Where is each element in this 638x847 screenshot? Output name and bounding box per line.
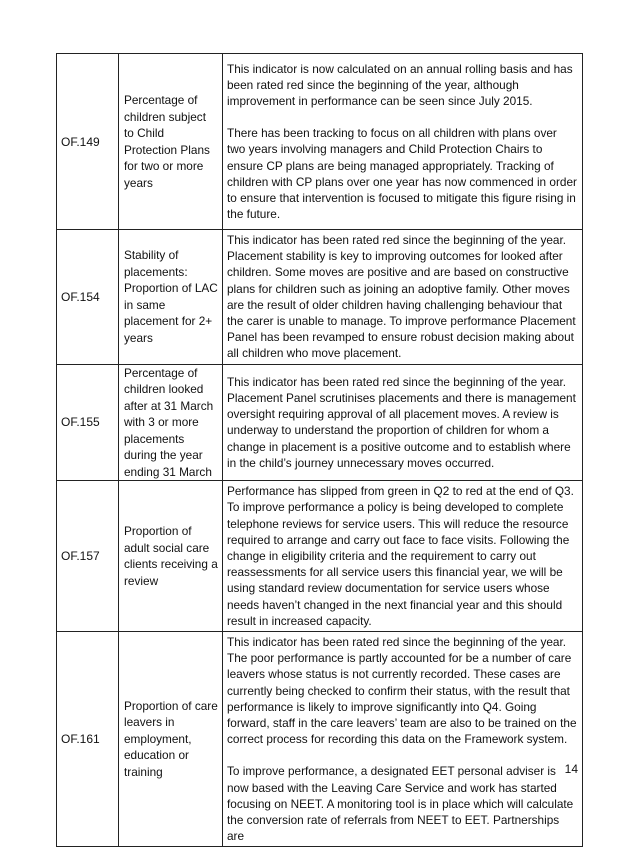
table-row — [57, 364, 583, 481]
commentary-cell — [223, 631, 583, 846]
commentary-paragraph: This indicator has been rated red since the beginning of the year. Placement Panel scrutinises placements and there is management oversight requiring approval of all placement moves. A review is underway to understand the proportion of children for whom a change in placement is a positive outcome and to establish where in the child’s journey unnecessary moves occurred. — [227, 374, 576, 470]
indicator-description: Proportion of care leavers in employment, education or training — [119, 631, 223, 846]
table-row — [57, 631, 583, 846]
table-row — [57, 230, 583, 365]
indicator-description: Percentage of children subject to Child Protection Plans for two or more years — [119, 54, 223, 230]
commentary-cell — [223, 54, 583, 230]
indicator-code: OF.161 — [57, 631, 119, 846]
commentary-paragraph: This indicator has been rated red since the beginning of the year. The poor performance is partly accounted for be a number of care leavers whose status is not currently recorded. These cases are currently being checked to confirm their status, with the result that performance is likely to improve significantly into Q4. Going forward, staff in the care leavers’ team are also to be trained on the correct process for recording this data on the Framework system. — [227, 634, 577, 747]
indicator-description: Proportion of adult social care clients receiving a review — [119, 481, 223, 632]
indicator-description: Stability of placements: Proportion of LAC in same placement for 2+ years — [119, 230, 223, 365]
commentary-paragraph: Performance has slipped from green in Q2 to red at the end of Q3. To improve performance a policy is being developed to complete telephone reviews for service users. This will reduce the resource required to arrange and carry out face to face visits. Following the change in eligibility criteria and the requirement to carry out reassessments for all service users this financial year, we will be using standard review documentation for service users whose needs haven’t changed in the next financial year and this should result in increased capacity. — [227, 484, 574, 628]
page-number: 14 — [564, 762, 578, 776]
commentary-cell — [223, 230, 583, 365]
table-row — [57, 54, 583, 230]
table-row — [57, 481, 583, 632]
commentary-cell — [223, 364, 583, 481]
indicator-description: Percentage of children looked after at 31 March with 3 or more placements during the year ending 31 March — [119, 364, 223, 481]
commentary-paragraph: This indicator is now calculated on an annual rolling basis and has been rated red since the beginning of the year, although improvement in performance can be seen since July 2015. — [227, 61, 573, 108]
commentary-paragraph: This indicator has been rated red since the beginning of the year. Placement stability is key to improving outcomes for looked after children. Some moves are positive and are based on constructive plans for children such as joining an adoptive family. Other moves are the result of older children having challenging behaviour that the carer is unable to manage. To improve performance Placement Panel has been revamped to ensure robust decision making about all children who move placement. — [227, 233, 576, 361]
performance-table — [56, 53, 583, 847]
commentary-cell — [223, 481, 583, 632]
indicator-code: OF.155 — [57, 364, 119, 481]
indicator-code: OF.149 — [57, 54, 119, 230]
commentary-paragraph: To improve performance, a designated EET personal adviser is now based with the Leaving Care Service and work has started focusing on NEET. A monitoring tool is in place which will calculate the conversion rate of referrals from NEET to EET. Partnerships are — [227, 764, 574, 844]
indicator-code: OF.154 — [57, 230, 119, 365]
indicator-code: OF.157 — [57, 481, 119, 632]
commentary-paragraph: There has been tracking to focus on all children with plans over two years involving managers and Child Protection Chairs to ensure CP plans are being managed appropriately. Tracking of children with CP plans over one year has now commenced in order to ensure that intervention is focused to mitigate this figure rising in the future. — [227, 126, 577, 222]
